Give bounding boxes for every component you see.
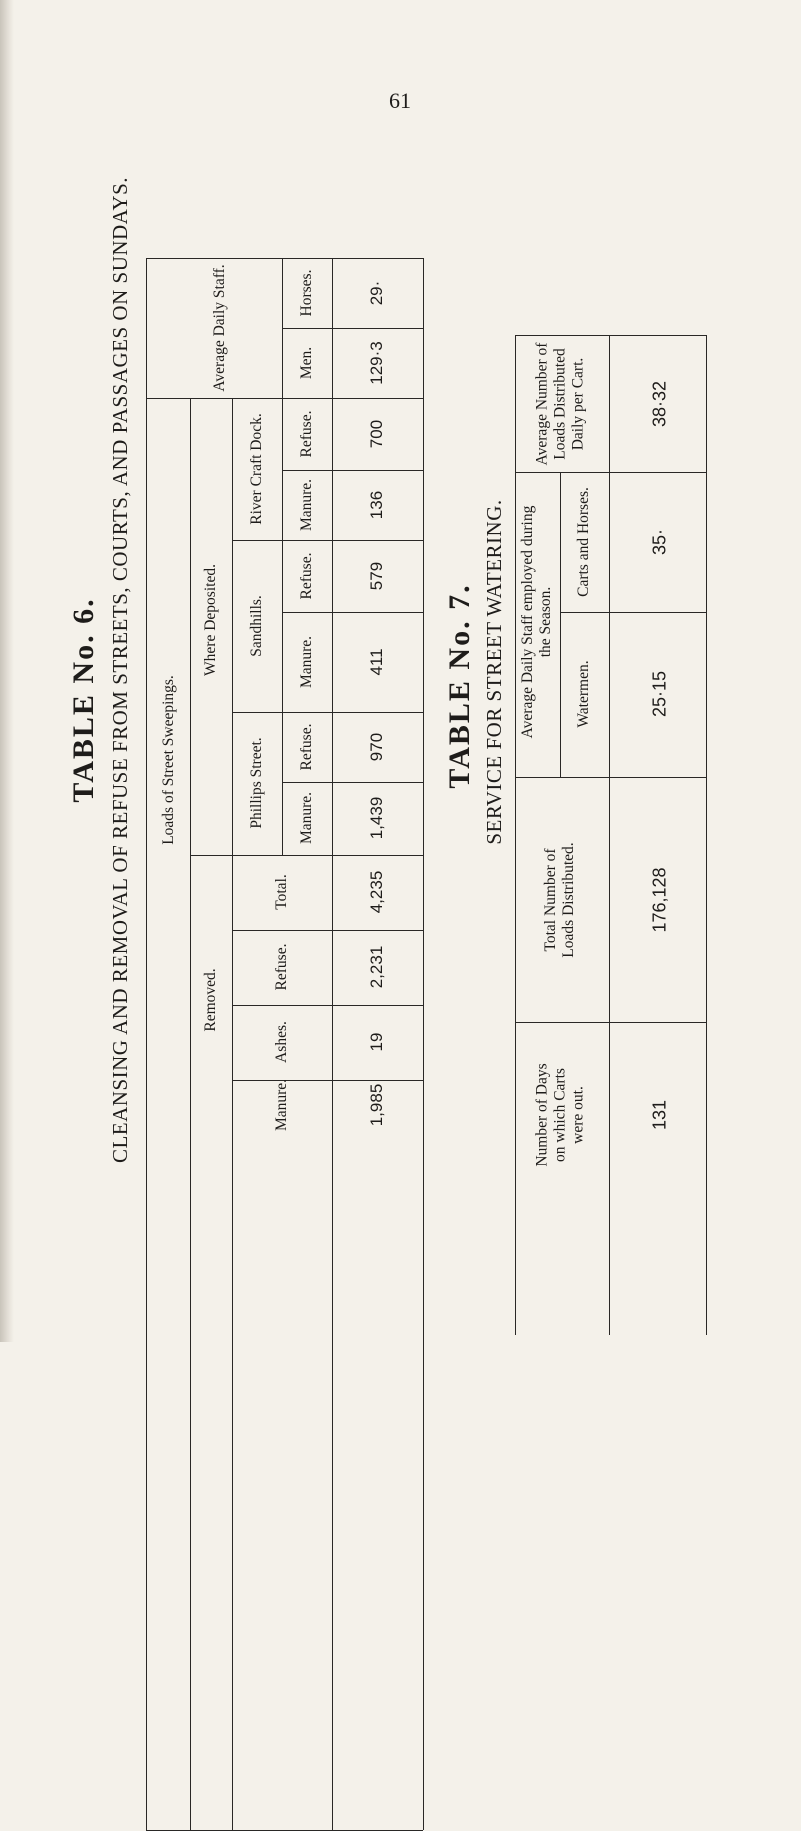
page-edge <box>0 0 14 1342</box>
page-number: 61 <box>389 88 411 113</box>
